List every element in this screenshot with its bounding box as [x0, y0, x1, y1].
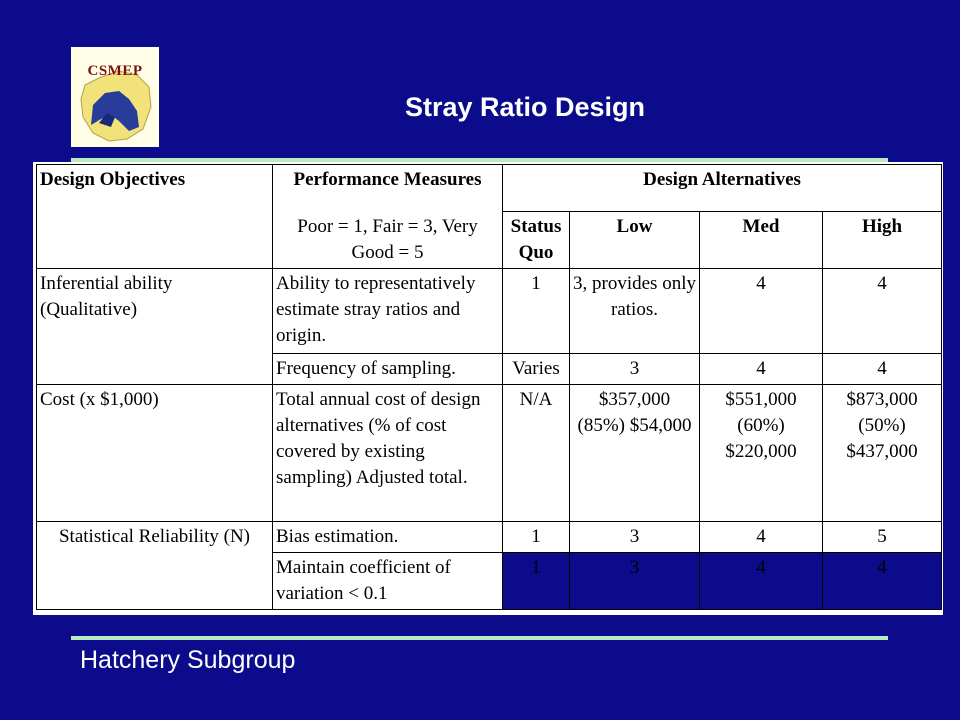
ability-med: 4 — [700, 269, 823, 354]
objective-inferential: Inferential ability (Qualitative) — [37, 269, 273, 385]
measure-coefficient: Maintain coefficient of variation < 0.1 — [273, 553, 503, 610]
frequency-low: 3 — [570, 354, 700, 385]
frequency-status-quo: Varies — [503, 354, 570, 385]
header-design-alternatives: Design Alternatives — [503, 165, 942, 212]
measure-frequency: Frequency of sampling. — [273, 354, 503, 385]
frequency-med: 4 — [700, 354, 823, 385]
design-table — [36, 164, 942, 610]
measure-ability: Ability to representatively estimate stray ratios and origin. — [273, 269, 503, 354]
header-design-objectives: Design Objectives — [37, 165, 273, 212]
ability-high: 4 — [823, 269, 942, 354]
header-status-quo: Status Quo — [503, 212, 570, 269]
bias-status-quo: 1 — [503, 522, 570, 553]
page-title: Stray Ratio Design — [404, 92, 646, 122]
csmep-logo — [71, 47, 159, 147]
cost-low: $357,000 (85%) $54,000 — [570, 385, 700, 522]
frequency-high: 4 — [823, 354, 942, 385]
measure-bias: Bias estimation. — [273, 522, 503, 553]
bottom-divider — [71, 636, 888, 640]
header-high: High — [823, 212, 942, 269]
logo-text: CSMEP — [87, 63, 143, 79]
coefficient-high: 4 — [823, 553, 942, 610]
cost-med: $551,000 (60%) $220,000 — [700, 385, 823, 522]
bias-low: 3 — [570, 522, 700, 553]
coefficient-status-quo: 1 — [503, 553, 570, 610]
footer-text: Hatchery Subgroup — [80, 646, 296, 674]
bias-med: 4 — [700, 522, 823, 553]
header-measures-scale: Poor = 1, Fair = 3, Very Good = 5 — [273, 212, 503, 269]
coefficient-low: 3 — [570, 553, 700, 610]
bias-high: 5 — [823, 522, 942, 553]
cost-status-quo: N/A — [503, 385, 570, 522]
map-icon — [71, 47, 159, 147]
objective-cost: Cost (x $1,000) — [37, 385, 273, 522]
header-objectives-filler — [37, 212, 273, 269]
header-low: Low — [570, 212, 700, 269]
ability-status-quo: 1 — [503, 269, 570, 354]
measure-cost: Total annual cost of design alternatives (% of cost covered by existing sampling) Adjusted total. — [273, 385, 503, 522]
cost-high: $873,000 (50%) $437,000 — [823, 385, 942, 522]
design-table-container — [33, 162, 943, 615]
header-performance-measures: Performance Measures — [273, 165, 503, 212]
header-med: Med — [700, 212, 823, 269]
coefficient-med: 4 — [700, 553, 823, 610]
ability-low: 3, provides only ratios. — [570, 269, 700, 354]
objective-statistical: Statistical Reliability (N) — [37, 522, 273, 610]
